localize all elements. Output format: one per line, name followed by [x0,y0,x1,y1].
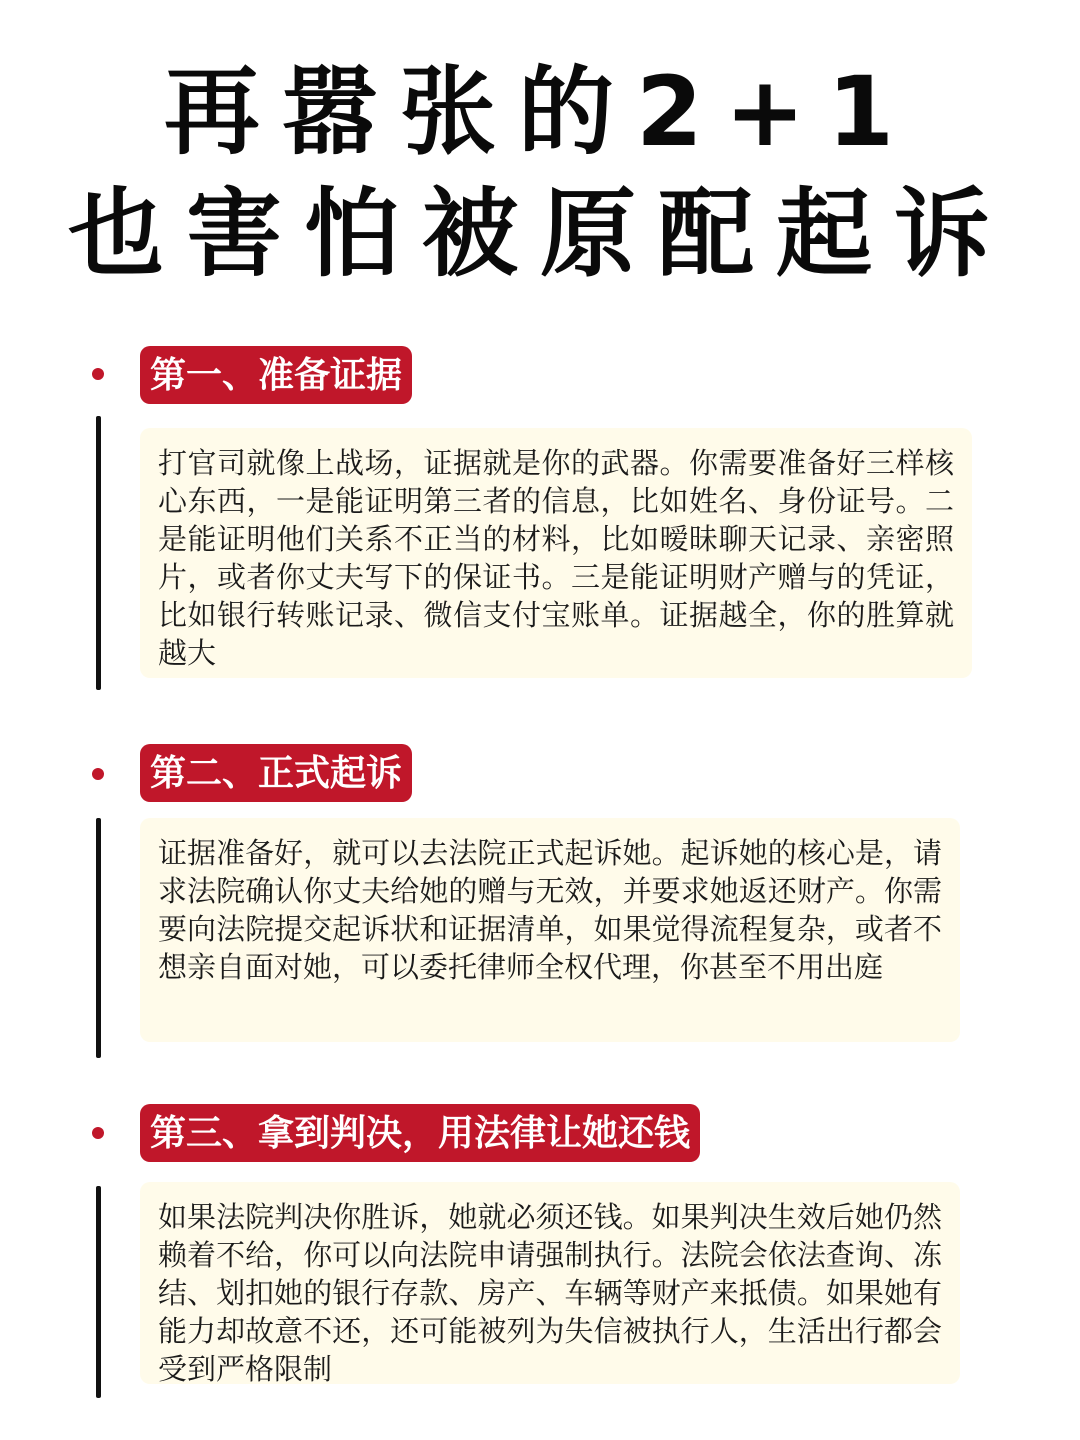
page-title-line-1: 再嚣张的2+1 [163,56,917,168]
section-heading: 第一、准备证据 [140,346,412,404]
section-card [140,818,960,1042]
page-title-line-2: 也害怕被原配起诉 [68,178,1012,290]
bullet-dot-icon [92,768,104,780]
section-body: 证据准备好，就可以去法院正式起诉她。起诉她的核心是，请求法院确认你丈夫给她的赠与无效，并要求她返还财产。你需要向法院提交起诉状和证据清单，如果觉得流程复杂，或者不想亲自面对她，可以委托律师全权代理，你甚至不用出庭 [158,836,942,984]
section-body: 打官司就像上战场，证据就是你的武器。你需要准备好三样核心东西，一是能证明第三者的信息，比如姓名、身份证号。二是能证明他们关系不正当的材料，比如暧昧聊天记录、亲密照片，或者你丈夫写下的保证书。三是能证明财产赠与的凭证，比如银行转账记录、微信支付宝账单。证据越全，你的胜算就越大 [158,446,954,670]
section-body: 如果法院判决你胜诉，她就必须还钱。如果判决生效后她仍然赖着不给，你可以向法院申请强制执行。法院会依法查询、冻结、划扣她的银行存款、房产、车辆等财产来抵债。如果她有能力却故意不还，还可能被列为失信被执行人，生活出行都会受到严格限制 [158,1200,942,1386]
vertical-divider [96,1186,101,1398]
vertical-divider [96,818,101,1058]
section-heading: 第二、正式起诉 [140,744,412,802]
bullet-dot-icon [92,1127,104,1139]
section-card [140,428,972,678]
vertical-divider [96,416,101,690]
section-heading: 第三、拿到判决，用法律让她还钱 [140,1104,700,1162]
section-card [140,1182,960,1384]
bullet-dot-icon [92,368,104,380]
